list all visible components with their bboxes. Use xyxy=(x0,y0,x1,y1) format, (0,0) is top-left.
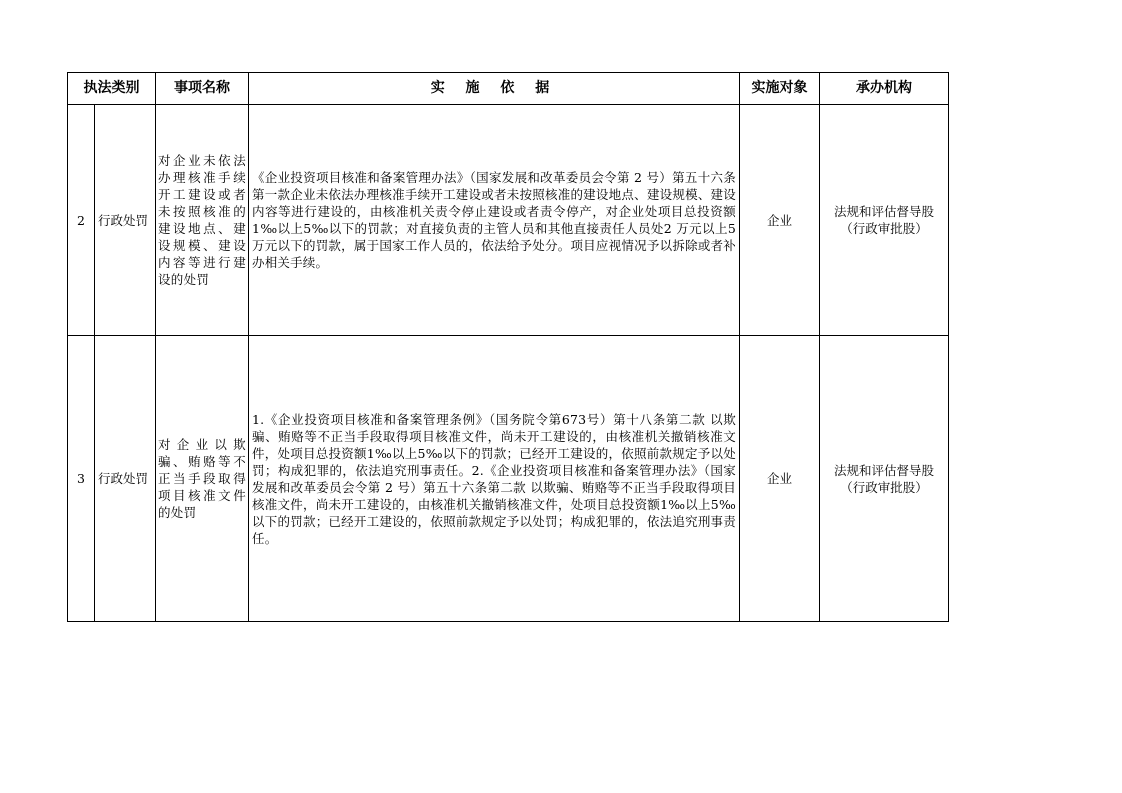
agency-subname: （行政审批股） xyxy=(840,479,928,495)
table-row xyxy=(68,336,949,622)
table-row xyxy=(68,105,949,336)
header-category: 执法类别 xyxy=(68,73,156,105)
agency-name: 法规和评估督导股 xyxy=(833,204,934,219)
header-target: 实施对象 xyxy=(740,73,820,105)
header-item-name: 事项名称 xyxy=(156,73,249,105)
enforcement-table xyxy=(67,72,949,622)
row-target: 企业 xyxy=(740,105,820,336)
row-item-name: 对企业未依法办理核准手续开工建设或者未按照核准的建设地点、建设规模、建设内容等进行建设的处罚 xyxy=(156,105,249,336)
row-number: 2 xyxy=(68,105,95,336)
row-agency xyxy=(820,105,949,336)
agency-name: 法规和评估督导股 xyxy=(833,462,934,478)
header-row xyxy=(68,73,949,105)
row-item-name: 对企业以欺骗、贿赂等不正当手段取得项目核准文件的处罚 xyxy=(156,336,249,622)
row-number: 3 xyxy=(68,336,95,622)
row-basis: 《企业投资项目核准和备案管理办法》（国家发展和改革委员会令第 2 号）第五十六条第一款企业未依法办理核准手续开工建设或者未按照核准的建设地点、建设规模、建设内容等进行建设的，由核准机关责令停止建设或者责令停产，对企业处项目总投资额1‰以上5‰以下的罚款；对直接负责的主管人员和其他直接责任人员处2 万元以上5 万元以下的罚款，属于国家工作人员的，依法给予处分。项目应视情况予以拆除或者补办相关手续。 xyxy=(249,105,740,336)
row-category: 行政处罚 xyxy=(95,336,156,622)
row-category: 行政处罚 xyxy=(95,105,156,336)
row-target: 企业 xyxy=(740,336,820,622)
header-basis: 实 施 依 据 xyxy=(249,73,740,105)
header-agency: 承办机构 xyxy=(820,73,949,105)
row-basis: 1.《企业投资项目核准和备案管理条例》（国务院令第673号）第十八条第二款 以欺骗、贿赂等不正当手段取得项目核准文件，尚未开工建设的，由核准机关撤销核准文件，处项目总投资额1‰以上5‰以下的罚款；已经开工建设的，依照前款规定予以处罚；构成犯罪的，依法追究刑事责任。2.《企业投资项目核准和备案管理办法》（国家发展和改革委员会令第 2 号）第五十六条第二款 以欺骗、贿赂等不正当手段取得项目核准文件，尚未开工建设的，由核准机关撤销核准文件，处项目总投资额1‰以上5‰以下的罚款；已经开工建设的，依照前款规定予以处罚；构成犯罪的，依法追究刑事责任。 xyxy=(249,336,740,622)
row-agency xyxy=(820,336,949,622)
agency-subname: （行政审批股） xyxy=(840,221,928,236)
